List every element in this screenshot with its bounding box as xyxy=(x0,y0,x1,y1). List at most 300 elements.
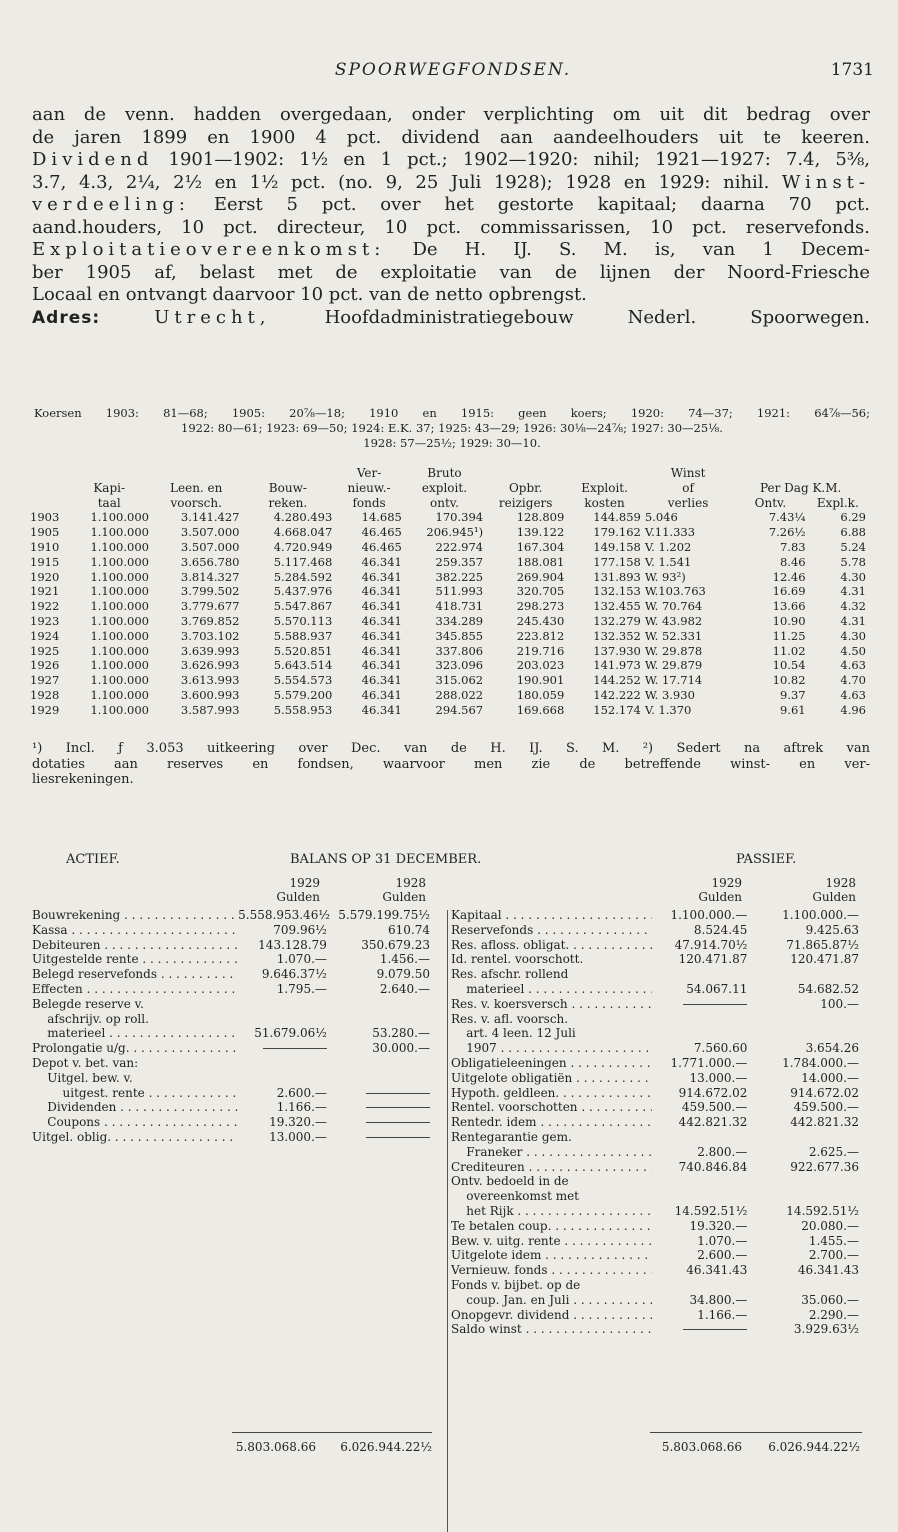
balance-label-cell xyxy=(451,1204,652,1219)
dot-leader xyxy=(569,1293,652,1307)
balance-value-cell: 5.558.953.46½ xyxy=(238,908,330,922)
balance-item-label: uitgest. rente xyxy=(32,1085,145,1100)
results-header-cell: ontv. xyxy=(430,495,459,510)
year-cell: 1927 xyxy=(30,673,60,688)
dot-leader xyxy=(111,1130,238,1144)
year-cell: 1920 xyxy=(30,569,60,584)
value-cell: 46.465 xyxy=(361,525,402,540)
results-header-cell xyxy=(28,496,67,511)
value-cell: 245.430 xyxy=(516,613,565,628)
value-cell: 298.273 xyxy=(516,599,565,614)
balance-label-cell xyxy=(451,1086,652,1101)
dot-leader xyxy=(522,1322,652,1336)
balance-item-label: Kapitaal xyxy=(451,908,502,922)
value-cell: 4.30 xyxy=(840,569,866,584)
balance-row xyxy=(32,967,432,982)
balance-value-cell: 2.800.— xyxy=(697,1144,748,1159)
footnotes xyxy=(32,741,870,788)
dot-leader xyxy=(559,1086,652,1100)
value-cell: 323.096 xyxy=(435,658,484,673)
year-cell: 1929 xyxy=(30,702,60,717)
balance-value-cell xyxy=(329,1086,432,1101)
balance-value-cell: 9.646.37½ xyxy=(261,967,327,982)
balance-label-cell xyxy=(451,1248,652,1263)
value-cell: 3.639.993 xyxy=(180,643,240,658)
value-cell: 219.716 xyxy=(516,643,565,658)
passief-col-1929 xyxy=(654,876,742,904)
dot-leader xyxy=(502,908,652,922)
balance-value-cell xyxy=(238,1071,329,1086)
value-cell: 3.626.993 xyxy=(180,658,240,673)
balance-value-cell xyxy=(238,1056,329,1071)
balance-value-cell: 2.625.— xyxy=(808,1144,859,1159)
results-header-cell: verlies xyxy=(667,495,709,510)
balance-value-cell: 1.166.— xyxy=(276,1100,327,1115)
balance-label-cell xyxy=(451,1071,652,1086)
balance-label-cell xyxy=(32,1056,238,1071)
results-header-cell: Bouw- xyxy=(268,480,307,495)
balance-label-cell xyxy=(451,967,652,982)
balance-value-cell: 3.929.63½ xyxy=(793,1322,859,1337)
balance-label-cell xyxy=(451,1322,652,1337)
dot-leader xyxy=(68,923,239,937)
year-cell: 1928 xyxy=(30,687,60,702)
prose-line: ber 1905 af, belast met de exploitatie van de lijnen der Noord-Friesche xyxy=(32,261,870,283)
balance-item-label: Belegde reserve v. xyxy=(32,996,144,1011)
balance-item-label: Rentedr. idem xyxy=(451,1115,537,1130)
value-cell: 14.685 xyxy=(361,510,402,525)
value-cell: 7.26½ xyxy=(768,525,806,540)
balance-label-cell xyxy=(451,1174,652,1189)
balance-value-cell: 53.280.— xyxy=(372,1026,430,1041)
value-cell: 3.141.427 xyxy=(180,510,240,525)
value-cell: 3.613.993 xyxy=(180,673,240,688)
balance-value-cell: 14.592.51½ xyxy=(786,1203,859,1218)
value-cell: 6.29 xyxy=(840,510,866,525)
dot-leader xyxy=(572,1071,652,1085)
balance-value-cell xyxy=(652,1174,749,1189)
balance-value-cell xyxy=(238,1041,329,1056)
footnote-line: liesrekeningen. xyxy=(32,772,134,787)
value-cell: 8.46 xyxy=(779,554,806,569)
prose-line xyxy=(32,172,870,195)
value-cell: 5.437.976 xyxy=(273,584,333,599)
results-header-cell xyxy=(67,466,151,481)
year-label: 1928 xyxy=(825,876,856,890)
value-cell: V. 1.370 xyxy=(644,702,692,717)
balance-row xyxy=(32,1071,432,1086)
value-cell: 11.25 xyxy=(772,628,806,643)
balance-label-cell xyxy=(451,908,652,923)
value-cell: 132.455 xyxy=(593,599,641,614)
value-cell: 137.930 xyxy=(593,643,641,658)
balance-item-label: Fonds v. bijbet. op de xyxy=(451,1277,581,1292)
value-cell: 259.357 xyxy=(435,554,484,569)
value-cell: V. 1.541 xyxy=(644,554,692,569)
results-header-cell: of xyxy=(682,480,694,495)
balance-value-cell: 34.800.— xyxy=(689,1292,748,1307)
footnote-line: ¹) Incl. ƒ 3.053 uitkeering over Dec. van de H. IJ. S. M. ²) Sedert na aftrek van xyxy=(32,741,870,756)
balance-item-label: Te betalen coup. xyxy=(451,1218,552,1233)
results-header-cell xyxy=(28,466,67,481)
balance-row xyxy=(32,1115,432,1130)
balance-label-cell xyxy=(32,1026,238,1041)
prose-text: De H. IJ. S. M. is, van 1 Decem- xyxy=(412,239,870,260)
balance-value-cell: 442.821.32 xyxy=(678,1115,748,1130)
results-header-cell xyxy=(566,466,643,481)
balance-value-cell xyxy=(329,1056,432,1071)
dot-leader xyxy=(551,1219,652,1233)
value-cell: 144.859 xyxy=(593,510,641,525)
balance-item-label: Kassa xyxy=(32,922,68,937)
balance-value-cell: 1.166.— xyxy=(697,1307,748,1322)
value-cell: 4.32 xyxy=(840,599,866,614)
balance-label-cell xyxy=(451,1041,652,1056)
page-number: 1731 xyxy=(830,60,874,80)
value-cell: 13.66 xyxy=(772,599,806,614)
results-table xyxy=(28,466,868,718)
balance-label-cell xyxy=(451,1160,652,1175)
passief-label: PASSIEF. xyxy=(736,852,797,867)
balance-value-cell: 1.100.000.— xyxy=(670,908,748,922)
value-cell: 3.769.852 xyxy=(180,613,240,628)
balance-value-cell: 442.821.32 xyxy=(790,1115,859,1130)
actief-table xyxy=(32,908,432,1145)
address-city: Utrecht, xyxy=(154,306,271,328)
results-header-cell: reken. xyxy=(268,495,308,510)
balance-value-cell xyxy=(652,967,749,982)
value-cell: 3.587.993 xyxy=(180,702,240,717)
value-cell: W. 29.879 xyxy=(644,658,703,673)
passief-total-1929: 5.803.068.66 xyxy=(661,1440,742,1454)
value-cell: 320.705 xyxy=(516,584,565,599)
balance-value-cell xyxy=(652,1130,749,1145)
balance-item-label: Bouwrekening xyxy=(32,908,121,922)
year-cell: 1921 xyxy=(30,584,60,599)
balance-row xyxy=(451,1219,861,1234)
balance-value-cell: 13.000.— xyxy=(269,1129,327,1144)
balance-value-cell xyxy=(652,997,749,1012)
value-cell: 177.158 xyxy=(593,554,641,569)
dot-leader xyxy=(116,1100,238,1114)
value-cell: 3.600.993 xyxy=(180,687,240,702)
value-cell: 139.122 xyxy=(516,525,565,540)
value-cell: 1.100.000 xyxy=(90,643,149,658)
balance-row xyxy=(451,1160,861,1175)
winstverdeeling-heading-a: Winst- xyxy=(781,171,870,193)
balance-value-cell: 7.560.60 xyxy=(693,1041,748,1056)
balance-label-cell xyxy=(32,997,238,1012)
value-cell: 132.279 xyxy=(593,613,641,628)
balance-value-cell: 143.128.79 xyxy=(258,937,327,952)
value-cell: 1.100.000 xyxy=(90,510,149,525)
balance-value-cell: 459.500.— xyxy=(681,1100,748,1115)
balance-value-cell: 14.000.— xyxy=(801,1070,859,1085)
balance-label-cell xyxy=(451,997,652,1012)
table-row xyxy=(28,599,868,614)
value-cell: W. 52.331 xyxy=(644,628,703,643)
balance-value-cell: 1.100.000.— xyxy=(782,908,859,922)
table-row xyxy=(28,673,868,688)
value-cell: 3.799.502 xyxy=(180,584,240,599)
results-header-cell: Expl.k. xyxy=(816,495,859,510)
dot-leader xyxy=(100,1115,238,1129)
value-cell: V.11.333 xyxy=(644,525,696,540)
balance-value-cell: 3.654.26 xyxy=(805,1041,859,1056)
balance-row xyxy=(32,1130,432,1145)
balance-item-label: Saldo winst xyxy=(451,1322,522,1337)
value-cell: 132.153 xyxy=(593,584,641,599)
value-cell: 294.567 xyxy=(435,702,484,717)
value-cell: V. 1.202 xyxy=(644,539,692,554)
balance-row xyxy=(451,1041,861,1056)
value-cell: 1.100.000 xyxy=(90,687,149,702)
balance-value-cell: 709.96½ xyxy=(273,922,327,937)
balance-item-label: Reservefonds xyxy=(451,922,534,937)
balance-label-cell xyxy=(32,1041,238,1056)
value-cell: 46.465 xyxy=(361,539,402,554)
year-cell: 1903 xyxy=(30,510,60,525)
empty-dash xyxy=(366,1093,430,1094)
balance-label-cell xyxy=(32,982,238,997)
balance-item-label: Crediteuren xyxy=(451,1159,525,1174)
prose-line xyxy=(32,149,870,172)
dot-leader xyxy=(497,1041,652,1055)
year-cell: 1915 xyxy=(30,554,60,569)
dot-leader xyxy=(541,1248,652,1262)
balance-value-cell xyxy=(238,997,329,1012)
year-cell: 1923 xyxy=(30,613,60,628)
prose-line xyxy=(32,239,870,262)
table-row xyxy=(28,584,868,599)
balance-row xyxy=(451,982,861,997)
table-row xyxy=(28,510,868,525)
balance-value-cell xyxy=(652,1189,749,1204)
balance-label-cell xyxy=(451,1145,652,1160)
balance-label-cell xyxy=(32,938,238,953)
dot-leader xyxy=(83,982,238,996)
balance-row xyxy=(451,1248,861,1263)
year-cell: 1922 xyxy=(30,599,60,614)
value-cell: 334.289 xyxy=(435,613,484,628)
actief-col-1929 xyxy=(236,876,320,904)
value-cell: 1.100.000 xyxy=(90,628,149,643)
balance-item-label: afschrijv. op roll. xyxy=(32,1011,149,1026)
value-cell: 269.904 xyxy=(516,569,565,584)
balance-item-label: art. 4 leen. 12 Juli xyxy=(451,1026,576,1041)
year-label: 1929 xyxy=(289,876,320,890)
table-row xyxy=(28,703,868,718)
balance-value-cell: 2.640.— xyxy=(379,981,430,996)
balance-row xyxy=(451,908,861,923)
balance-value-cell xyxy=(749,1012,861,1027)
balance-item-label: materieel xyxy=(32,1026,106,1041)
balance-label-cell xyxy=(451,1130,652,1145)
dot-leader xyxy=(525,1160,652,1174)
value-cell: 1.100.000 xyxy=(90,673,149,688)
value-cell: 11.02 xyxy=(772,643,806,658)
balance-value-cell: 30.000.— xyxy=(372,1041,430,1056)
prose-text: Eerst 5 pct. over het gestorte kapitaal; daarna 70 pct. xyxy=(213,194,870,215)
value-cell: 46.341 xyxy=(361,628,402,643)
dot-leader xyxy=(567,1056,652,1070)
value-cell: 5.570.113 xyxy=(273,613,333,628)
balance-value-cell: 5.579.199.75½ xyxy=(338,908,430,922)
value-cell: 46.341 xyxy=(361,687,402,702)
balance-value-cell xyxy=(329,1130,432,1145)
table-row xyxy=(28,688,868,703)
value-cell: W.103.763 xyxy=(644,584,706,599)
year-cell: 1926 xyxy=(30,658,60,673)
value-cell: 4.668.047 xyxy=(273,525,333,540)
dot-leader xyxy=(561,1234,652,1248)
balance-label-cell xyxy=(451,1115,652,1130)
balance-value-cell xyxy=(749,1174,861,1189)
address-heading: Adres: xyxy=(32,307,101,328)
balance-value-cell: 9.425.63 xyxy=(805,922,859,937)
value-cell: 7.83 xyxy=(779,539,806,554)
results-header-cell: voorsch. xyxy=(170,495,222,510)
balance-row xyxy=(32,938,432,953)
prose-line: aand.houders, 10 pct. directeur, 10 pct. commissarissen, 10 pct. reservefonds. xyxy=(32,216,870,238)
table-row xyxy=(28,644,868,659)
balance-item-label: Bew. v. uitg. rente xyxy=(451,1233,561,1248)
balance-row xyxy=(451,938,861,953)
dot-leader xyxy=(130,1041,239,1055)
value-cell: 315.062 xyxy=(435,673,484,688)
balance-row xyxy=(32,982,432,997)
year-label: 1928 xyxy=(395,876,426,890)
results-header-row xyxy=(28,466,868,481)
value-cell: 4.31 xyxy=(840,584,866,599)
actief-total-1928: 6.026.944.22½ xyxy=(340,1440,432,1454)
results-header-cell xyxy=(241,466,334,481)
value-cell: 1.100.000 xyxy=(90,613,149,628)
value-cell: 5.588.937 xyxy=(273,628,333,643)
value-cell: 1.100.000 xyxy=(90,569,149,584)
winstverdeeling-heading-b: verdeeling: xyxy=(32,194,190,215)
balance-item-label: Rentel. voorschotten xyxy=(451,1100,578,1115)
results-header-cell: Kapi- xyxy=(93,480,126,495)
koers-line: 1922: 80—61; 1923: 69—50; 1924: E.K. 37; 1925: 43—29; 1926: 30⅛—24⅞; 1927: 30—25⅛. xyxy=(181,421,723,435)
balance-item-label: Res. afloss. obligat. xyxy=(451,937,570,952)
balance-row xyxy=(451,1174,861,1189)
value-cell: 1.100.000 xyxy=(90,525,149,540)
balance-value-cell: 1.795.— xyxy=(276,981,327,996)
share-prices xyxy=(34,406,870,451)
results-header-cell: exploit. xyxy=(421,480,468,495)
balance-item-label: Id. rentel. voorschott. xyxy=(451,952,584,967)
value-cell: 4.31 xyxy=(840,613,866,628)
value-cell: 16.69 xyxy=(772,584,806,599)
company-description xyxy=(32,104,870,329)
balance-item-label: Ontv. bedoeld in de xyxy=(451,1174,569,1189)
balance-value-cell: 71.865.87½ xyxy=(786,937,859,952)
value-cell: 3.814.327 xyxy=(180,569,240,584)
balance-item-label: Uitgelote idem xyxy=(451,1248,542,1263)
value-cell: 190.901 xyxy=(516,673,565,688)
balance-divider xyxy=(447,910,448,1532)
value-cell: 203.023 xyxy=(516,658,565,673)
balance-label-cell xyxy=(451,982,652,997)
dot-leader xyxy=(524,982,652,996)
balance-value-cell: 8.524.45 xyxy=(693,922,748,937)
balance-value-cell xyxy=(329,1100,432,1115)
balance-value-cell: 2.290.— xyxy=(808,1307,859,1322)
empty-dash xyxy=(263,1048,327,1049)
balance-title: BALANS OP 31 DECEMBER. xyxy=(290,852,482,867)
balance-label-cell xyxy=(32,1130,238,1145)
balance-value-cell: 47.914.70½ xyxy=(674,937,748,952)
balance-item-label: het Rijk xyxy=(451,1203,514,1218)
balance-item-label: Uitgel. oblig. xyxy=(32,1129,112,1144)
value-cell: 4.63 xyxy=(840,658,866,673)
results-header-cell: Opbr. xyxy=(508,480,543,495)
balance-item-label: Belegd reservefonds xyxy=(32,967,157,982)
balance-row xyxy=(451,952,861,967)
balance-item-label: Res. afschr. rollend xyxy=(451,967,569,982)
value-cell: 5.117.468 xyxy=(273,554,333,569)
balance-value-cell xyxy=(329,1012,432,1027)
balance-row xyxy=(451,1130,861,1145)
balance-label-cell xyxy=(32,1071,238,1086)
value-cell: 4.720.949 xyxy=(273,539,333,554)
balance-label-cell xyxy=(32,908,238,923)
balance-row xyxy=(451,1204,861,1219)
value-cell: 3.779.677 xyxy=(180,599,240,614)
year-cell: 1924 xyxy=(30,628,60,643)
value-cell: 188.081 xyxy=(516,554,565,569)
balance-label-cell xyxy=(32,1086,238,1101)
value-cell: 382.225 xyxy=(435,569,484,584)
balance-value-cell: 46.341.43 xyxy=(797,1263,859,1278)
balance-value-cell: 46.341.43 xyxy=(686,1263,748,1278)
value-cell: 46.341 xyxy=(361,658,402,673)
balance-value-cell: 1.456.— xyxy=(379,952,430,967)
results-header-cell: fonds xyxy=(352,495,386,510)
balance-value-cell xyxy=(652,1322,749,1337)
value-cell: W. 29.878 xyxy=(644,643,703,658)
balance-value-cell: 13.000.— xyxy=(689,1070,748,1085)
balance-row xyxy=(451,1278,861,1293)
balance-value-cell: 2.700.— xyxy=(808,1248,859,1263)
value-cell: 4.63 xyxy=(840,687,866,702)
dot-leader xyxy=(569,938,652,952)
balance-row xyxy=(451,1189,861,1204)
prose-line: Locaal en ontvangt daarvoor 10 pct. van de netto opbrengst. xyxy=(32,284,587,305)
exploitatie-heading: Exploitatieovereenkomst: xyxy=(32,239,386,260)
dot-leader xyxy=(100,938,238,952)
results-header-cell: Ontv. xyxy=(754,495,787,510)
results-header-cell: taal xyxy=(97,495,121,510)
value-cell: 5.643.514 xyxy=(273,658,333,673)
unit-label: Gulden xyxy=(812,890,856,904)
balance-label-cell xyxy=(451,1012,652,1027)
value-cell: 345.855 xyxy=(435,628,484,643)
value-cell: 46.341 xyxy=(361,643,402,658)
value-cell: 9.37 xyxy=(779,687,806,702)
value-cell: 144.252 xyxy=(593,673,641,688)
balance-row xyxy=(451,1308,861,1323)
balance-item-label: Vernieuw. fonds xyxy=(451,1263,548,1278)
balance-value-cell: 740.846.84 xyxy=(678,1159,748,1174)
balance-value-cell: 120.471.87 xyxy=(678,952,748,967)
results-header-cell: Bruto xyxy=(427,466,462,480)
balance-label-cell xyxy=(451,952,652,967)
value-cell: 4.96 xyxy=(840,702,866,717)
balance-row xyxy=(451,1086,861,1101)
address-text: Hoofdadministratiegebouw Nederl. Spoorwegen. xyxy=(324,306,870,328)
